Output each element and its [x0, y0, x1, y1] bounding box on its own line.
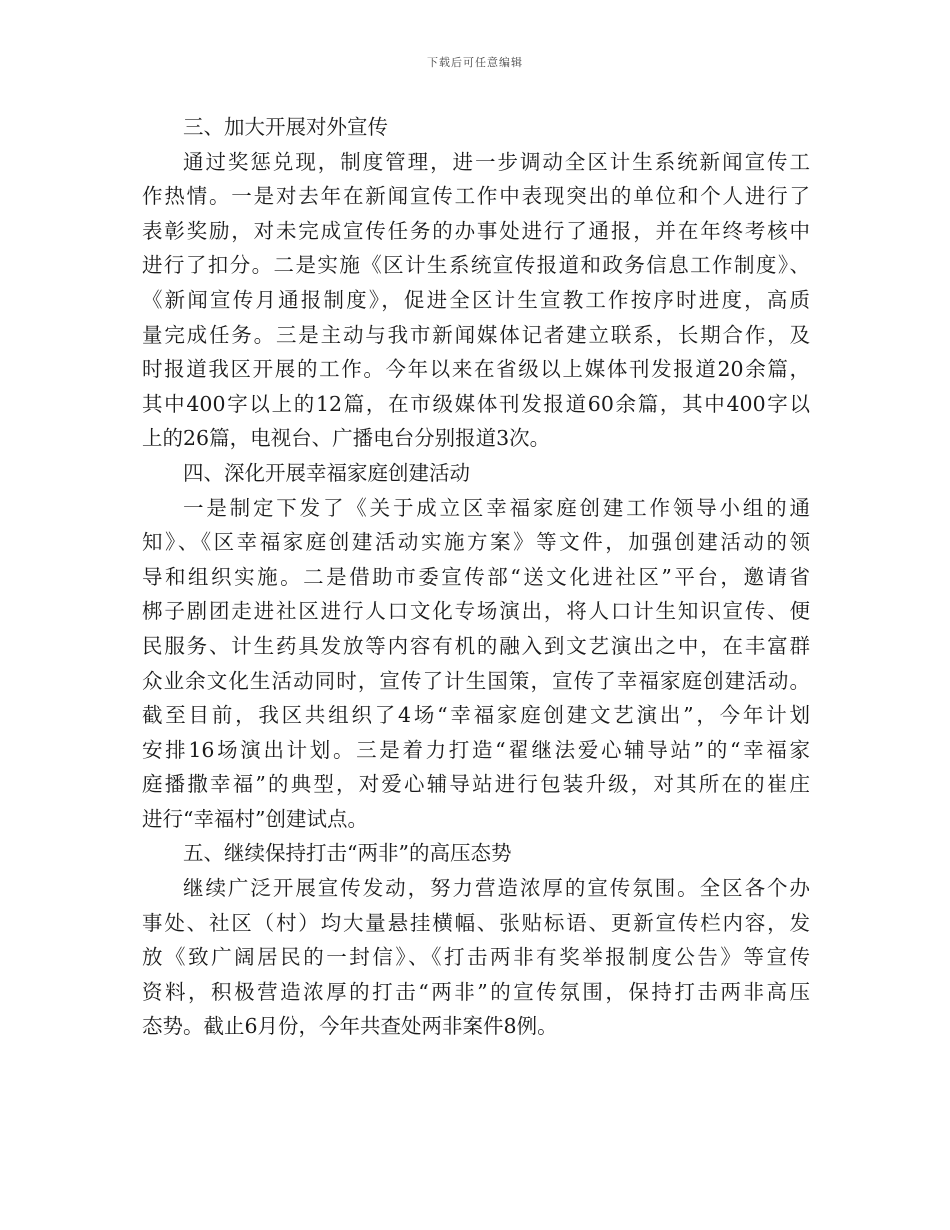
page-header-note: 下载后可任意编辑 — [427, 56, 523, 69]
paragraph-line: 进行“幸福村”创建试点。 — [142, 806, 368, 831]
paragraph-line: 通过奖惩兑现，制度管理，进一步调动全区计生系统新闻宣传工 — [183, 149, 810, 174]
paragraph-line: 上的26篇，电视台、广播电台分别报道3次。 — [142, 426, 551, 451]
section-heading-3: 三、加大开展对外宣传 — [183, 115, 388, 139]
paragraph-line: 进行了扣分。二是实施《区计生系统宣传报道和政务信息工作制度》、 — [142, 253, 810, 278]
paragraph-line: 时报道我区开展的工作。今年以来在省级以上媒体刊发报道20余篇， — [142, 357, 810, 382]
paragraph-line: 一是制定下发了《关于成立区幸福家庭创建工作领导小组的通 — [183, 495, 810, 520]
paragraph-line: 众业余文化生活动同时，宣传了计生国策，宣传了幸福家庭创建活动。 — [142, 668, 810, 693]
paragraph-line: 量完成任务。三是主动与我市新闻媒体记者建立联系，长期合作，及 — [142, 322, 810, 347]
paragraph-line: 放《致广阔居民的一封信》、《打击两非有奖举报制度公告》等宣传 — [142, 945, 810, 970]
paragraph-line: 作热情。一是对去年在新闻宣传工作中表现突出的单位和个人进行了 — [142, 184, 810, 209]
paragraph-line: 梆子剧团走进社区进行人口文化专场演出，将人口计生知识宣传、便 — [142, 599, 810, 624]
paragraph-line: 知》、《区幸福家庭创建活动实施方案》等文件，加强创建活动的领 — [142, 530, 810, 555]
paragraph-line: 表彰奖励，对未完成宣传任务的办事处进行了通报，并在年终考核中 — [142, 218, 810, 243]
paragraph-line: 其中400字以上的12篇，在市级媒体刊发报道60余篇，其中400字以 — [142, 391, 810, 416]
paragraph-line: 资料，积极营造浓厚的打击“两非”的宣传氛围，保持打击两非高压 — [142, 979, 810, 1004]
section-heading-4: 四、深化开展幸福家庭创建活动 — [183, 460, 470, 485]
paragraph-line: 截至目前，我区共组织了4场“幸福家庭创建文艺演出”，今年计划 — [142, 703, 810, 728]
paragraph-line: 民服务、计生药具发放等内容有机的融入到文艺演出之中，在丰富群 — [142, 633, 810, 658]
paragraph-line: 事处、社区（村）均大量悬挂横幅、张贴标语、更新宣传栏内容，发 — [142, 910, 810, 935]
paragraph-line: 态势。截止6月份，今年共查处两非案件8例。 — [142, 1014, 558, 1039]
paragraph-line: 继续广泛开展宣传发动，努力营造浓厚的宣传氛围。全区各个办 — [183, 876, 810, 901]
paragraph-line: 安排16场演出计划。三是着力打造“翟继法爱心辅导站”的“幸福家 — [142, 737, 810, 762]
section-heading-5: 五、继续保持打击“两非”的高压态势 — [183, 841, 512, 866]
document-body — [142, 110, 810, 1044]
paragraph-line: 《新闻宣传月通报制度》，促进全区计生宣教工作按序时进度，高质 — [142, 287, 810, 312]
paragraph-line: 导和组织实施。二是借助市委宣传部“送文化进社区”平台，邀请省 — [142, 564, 810, 589]
paragraph-line: 庭播撒幸福”的典型，对爱心辅导站进行包装升级，对其所在的崔庄 — [142, 772, 810, 797]
